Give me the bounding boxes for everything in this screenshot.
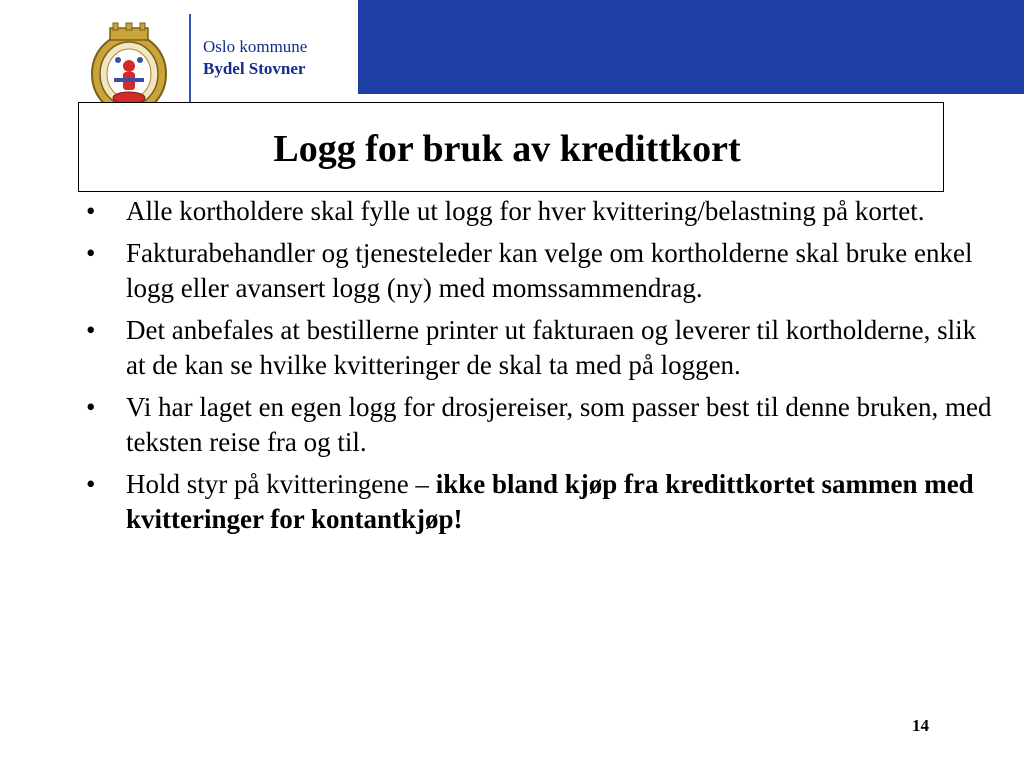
bullet-item — [86, 194, 1002, 229]
bullet-text: Alle kortholdere skal fylle ut logg for hver kvittering/belastning på kortet. — [126, 196, 925, 226]
bullet-text: Hold styr på kvitteringene – — [126, 469, 436, 499]
bullet-text: Fakturabehandler og tjenesteleder kan velge om kortholderne skal bruke enkel logg eller avansert logg (ny) med momssammendrag. — [126, 238, 973, 303]
bullet-item — [86, 236, 1002, 306]
page-number: 14 — [912, 716, 929, 735]
bullet-text: Det anbefales at bestillerne printer ut fakturaen og leverer til kortholderne, slik at de kan se hvilke kvitteringer de skal ta med på loggen. — [126, 315, 977, 380]
bullet-item — [86, 467, 1002, 537]
bullet-emphasis: ikke bland kjøp fra kredittkortet sammen med kvitteringer for kontantkjøp! — [126, 469, 974, 534]
bullet-list — [86, 194, 1002, 544]
organization-name — [203, 36, 307, 80]
bullet-marker: • — [86, 315, 96, 345]
org-line-2: Bydel Stovner — [203, 59, 306, 78]
bullet-marker: • — [86, 392, 96, 422]
bullet-text: Vi har laget en egen logg for drosjereiser, som passer best til denne bruken, med teksten reise fra og til. — [126, 392, 992, 457]
bullet-marker: • — [86, 196, 96, 226]
bullet-marker: • — [86, 469, 96, 499]
slide-title: Logg for bruk av kredittkort — [273, 128, 741, 170]
org-line-1: Oslo kommune — [203, 37, 308, 56]
bullet-item — [86, 313, 1002, 383]
bullet-item — [86, 390, 1002, 460]
bullet-marker: • — [86, 238, 96, 268]
